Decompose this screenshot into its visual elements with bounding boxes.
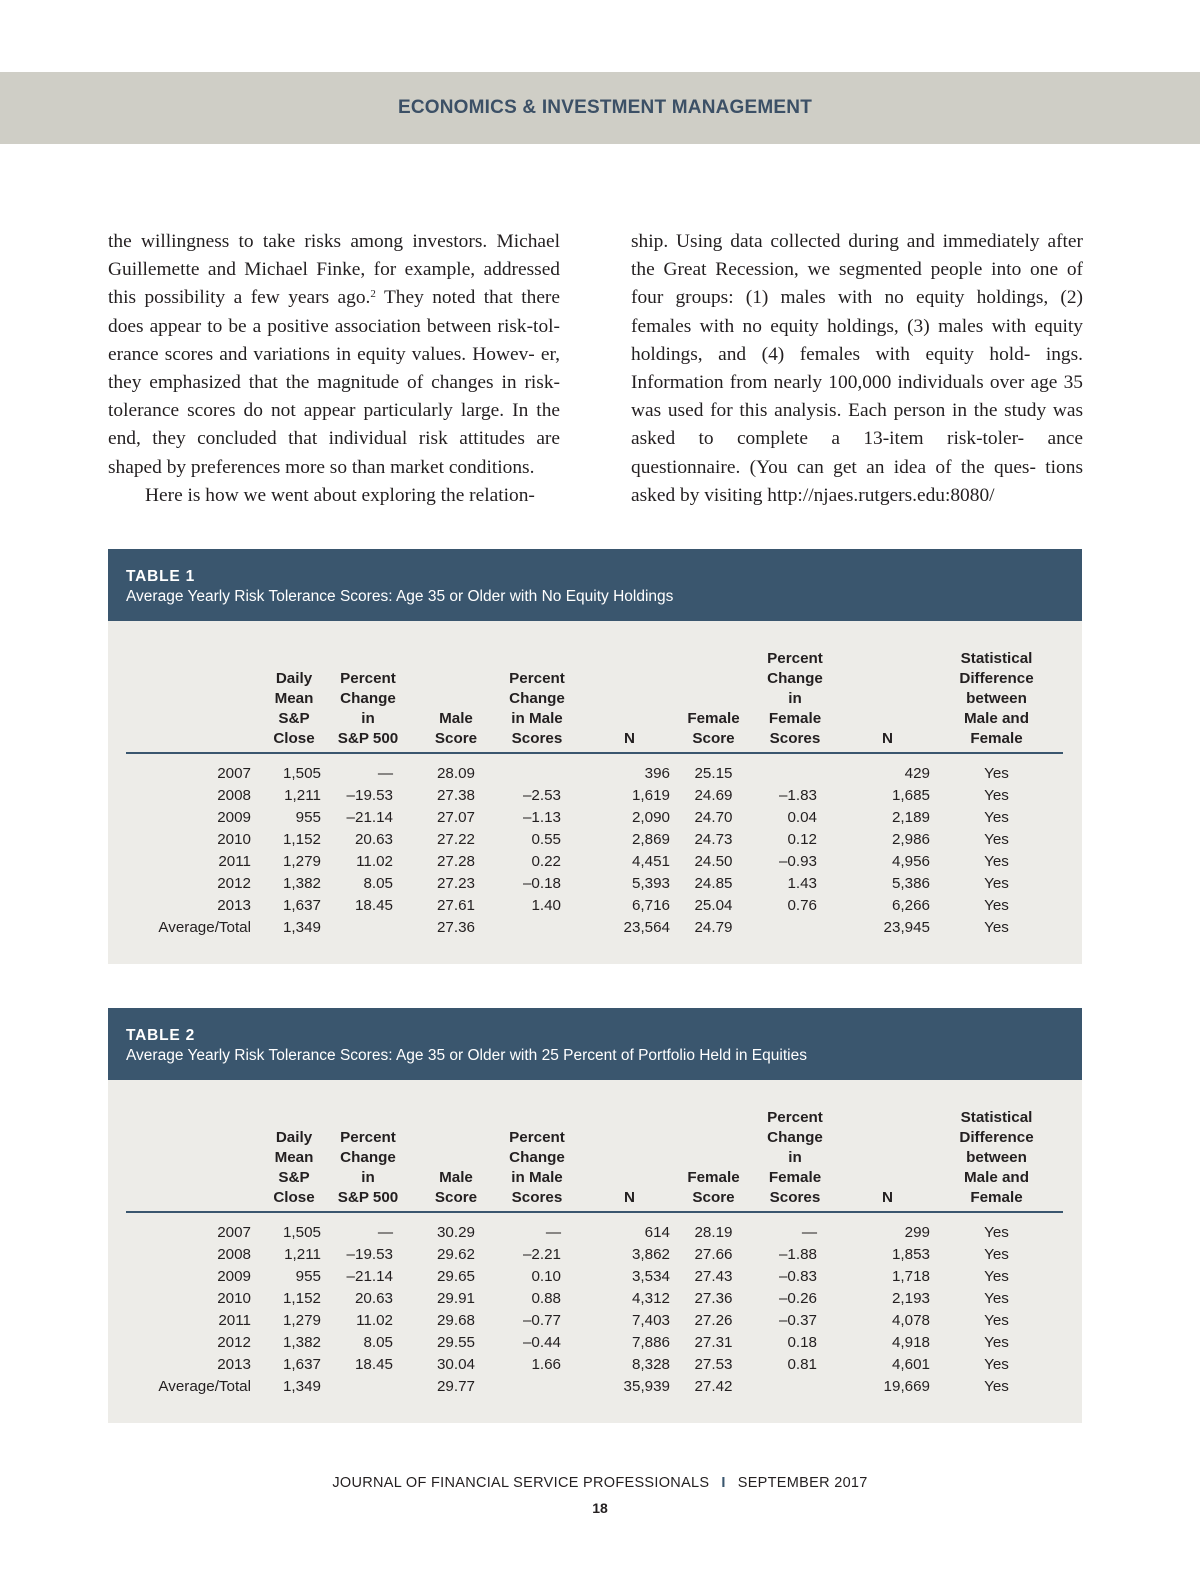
section-header-banner (0, 72, 1200, 144)
cell-stat-diff: Yes (984, 1246, 1009, 1263)
cell-stat-diff: Yes (984, 875, 1009, 892)
column-header-sp-change: Percent Change in S&P 500 (325, 1108, 417, 1212)
cell-female-change (755, 753, 845, 785)
cell-female-n: 4,918 (891, 1334, 930, 1351)
left-text-column (108, 228, 560, 510)
cell-male-n: 3,534 (631, 1268, 670, 1285)
cell-female-score: 24.70 (694, 809, 733, 826)
column-header-female-n: N (845, 649, 930, 753)
cell-male-score: 29.55 (436, 1334, 475, 1351)
table-2-data (126, 1108, 1063, 1398)
column-header-stat-diff: Statistical Difference between Male and Female (930, 649, 1063, 753)
table-row (126, 1244, 1063, 1266)
cell-year: 2011 (218, 853, 251, 870)
cell-female-n: 2,986 (891, 831, 930, 848)
cell-male-n: 7,886 (631, 1334, 670, 1351)
cell-female-score: 24.85 (694, 875, 733, 892)
table-row (126, 1288, 1063, 1310)
cell-male-change: –1.13 (522, 809, 561, 826)
cell-stat-diff: Yes (984, 1224, 1009, 1241)
column-header-female-change: Percent Change in Female Scores (755, 1108, 845, 1212)
table-row (126, 1376, 1063, 1398)
cell-year: 2012 (217, 1334, 251, 1351)
cell-year: 2007 (217, 765, 251, 782)
cell-sp-close: 1,279 (282, 1312, 321, 1329)
cell-female-n: 4,956 (891, 853, 930, 870)
cell-male-change (495, 917, 587, 939)
table-row (126, 917, 1063, 939)
footnote-reference[interactable]: 2 (370, 288, 376, 301)
cell-sp-close: 955 (295, 1268, 321, 1285)
cell-male-change: –0.18 (522, 875, 561, 892)
cell-male-score: 27.38 (436, 787, 475, 804)
cell-sp-close: 955 (295, 809, 321, 826)
cell-male-change: 0.88 (531, 1290, 561, 1307)
table-row (126, 1310, 1063, 1332)
cell-female-change: 1.43 (787, 875, 817, 892)
cell-year: Average/Total (158, 1378, 251, 1395)
cell-female-change: — (801, 1224, 817, 1241)
cell-male-change: 0.22 (531, 853, 561, 870)
right-paragraph-1: ship. Using data collected during and immediately after the Great Recession, we segmented people into one of four groups: (1) males with no equity holdings, (2) females with no equity holdings, (3) males with equity holdings, and (4) females with equity hold- ings. Information from nearly 100,000 individuals over age 35 was used for this analysis. Each person in the study was asked to complete a 13-item risk-toler- ance questionnaire. (You can get an idea of the ques- tions asked by visiting http://njaes.rutgers.edu:8080/ (631, 231, 1083, 506)
cell-male-change: –2.53 (522, 787, 561, 804)
cell-year: 2008 (217, 787, 251, 804)
cell-sp-change: — (377, 1224, 393, 1241)
cell-stat-diff: Yes (984, 853, 1009, 870)
cell-year: 2010 (217, 831, 251, 848)
cell-sp-close: 1,349 (282, 919, 321, 936)
cell-female-n: 299 (904, 1224, 930, 1241)
cell-female-change: 0.81 (787, 1356, 817, 1373)
column-header-male-n: N (587, 1108, 672, 1212)
table-header-row (126, 1108, 1063, 1212)
cell-stat-diff: Yes (984, 809, 1009, 826)
cell-female-n: 1,718 (891, 1268, 930, 1285)
cell-sp-close: 1,505 (282, 765, 321, 782)
column-header-male-change: Percent Change in Male Scores (495, 1108, 587, 1212)
cell-male-change: 0.10 (531, 1268, 561, 1285)
cell-female-n: 4,601 (891, 1356, 930, 1373)
cell-year: 2010 (217, 1290, 251, 1307)
cell-male-n: 2,090 (631, 809, 670, 826)
cell-male-change: –0.44 (522, 1334, 561, 1351)
cell-sp-change: 18.45 (354, 1356, 393, 1373)
cell-male-change: 1.40 (531, 897, 561, 914)
column-header-year (126, 1108, 263, 1212)
cell-female-score: 28.19 (694, 1224, 733, 1241)
cell-male-n: 2,869 (631, 831, 670, 848)
cell-year: 2013 (217, 1356, 251, 1373)
cell-female-score: 27.66 (694, 1246, 733, 1263)
cell-male-score: 29.65 (436, 1268, 475, 1285)
table-row (126, 873, 1063, 895)
table-2-block (108, 1008, 1082, 1423)
cell-stat-diff: Yes (984, 765, 1009, 782)
cell-sp-close: 1,211 (284, 1246, 321, 1263)
cell-female-change (755, 1376, 845, 1398)
cell-female-change: –0.93 (778, 853, 817, 870)
table-header-row (126, 649, 1063, 753)
cell-female-n: 1,853 (891, 1246, 930, 1263)
cell-male-change: –0.77 (522, 1312, 561, 1329)
column-header-female-score: Female Score (672, 649, 755, 753)
page-footer (0, 1475, 1200, 1491)
column-header-female-change: Percent Change in Female Scores (755, 649, 845, 753)
cell-sp-change (325, 1376, 417, 1398)
cell-female-n: 5,386 (891, 875, 930, 892)
cell-year: Average/Total (158, 919, 251, 936)
table-row (126, 1354, 1063, 1376)
cell-female-score: 27.43 (694, 1268, 733, 1285)
cell-female-score: 24.69 (694, 787, 733, 804)
table-row (126, 829, 1063, 851)
cell-female-score: 27.26 (694, 1312, 733, 1329)
left-paragraph-1-text-b: They noted that there does appear to be a positive association between risk-tol- erance scores and variations in equity values. Howev- er, they emphasized that the magnitude of changes in risk-tolerance scores do not appear particularly large. In the end, they concluded that individual risk attitudes are shaped by preferences more so than market conditions. (108, 287, 560, 478)
cell-female-score: 25.15 (694, 765, 733, 782)
table-2-number: TABLE 2 (126, 1027, 196, 1044)
column-header-male-score: Male Score (417, 649, 495, 753)
cell-male-score: 30.04 (436, 1356, 475, 1373)
cell-male-change (495, 1376, 587, 1398)
cell-sp-change: 11.02 (356, 853, 393, 870)
cell-female-change: 0.04 (787, 809, 817, 826)
cell-stat-diff: Yes (984, 1268, 1009, 1285)
cell-sp-close: 1,211 (284, 787, 321, 804)
cell-male-score: 27.22 (436, 831, 475, 848)
table-1-title: Average Yearly Risk Tolerance Scores: Age 35 or Older with No Equity Holdings (126, 588, 674, 605)
cell-sp-change: 18.45 (354, 897, 393, 914)
table-row (126, 1332, 1063, 1354)
cell-female-n: 6,266 (891, 897, 930, 914)
right-text-column (631, 228, 1083, 510)
cell-female-change: –0.37 (778, 1312, 817, 1329)
column-header-male-score: Male Score (417, 1108, 495, 1212)
cell-year: 2009 (217, 1268, 251, 1285)
cell-male-n: 6,716 (631, 897, 670, 914)
table-2-title: Average Yearly Risk Tolerance Scores: Age 35 or Older with 25 Percent of Portfolio Held in Equities (126, 1047, 807, 1064)
cell-male-n: 614 (644, 1224, 670, 1241)
cell-sp-change: 11.02 (356, 1312, 393, 1329)
cell-female-score: 27.42 (694, 1378, 733, 1395)
cell-female-change: 0.76 (787, 897, 817, 914)
cell-stat-diff: Yes (984, 1290, 1009, 1307)
cell-male-change (495, 753, 587, 785)
section-header: ECONOMICS & INVESTMENT MANAGEMENT (397, 97, 813, 118)
cell-male-change: 0.55 (531, 831, 561, 848)
footer-separator: I (721, 1475, 726, 1491)
cell-stat-diff: Yes (984, 787, 1009, 804)
cell-sp-change: –21.14 (346, 809, 393, 826)
cell-female-change (755, 917, 845, 939)
cell-year: 2007 (217, 1224, 251, 1241)
cell-stat-diff: Yes (984, 897, 1009, 914)
column-header-stat-diff: Statistical Difference between Male and Female (930, 1108, 1063, 1212)
cell-sp-change: 8.05 (363, 1334, 393, 1351)
cell-female-score: 27.31 (694, 1334, 733, 1351)
cell-male-n: 3,862 (631, 1246, 670, 1263)
cell-male-score: 27.23 (436, 875, 475, 892)
cell-stat-diff: Yes (984, 1378, 1009, 1395)
cell-stat-diff: Yes (984, 1334, 1009, 1351)
cell-male-score: 29.91 (436, 1290, 475, 1307)
cell-sp-close: 1,152 (282, 1290, 321, 1307)
cell-female-score: 27.36 (694, 1290, 733, 1307)
column-header-sp-close: Daily Mean S&P Close (263, 649, 325, 753)
column-header-year (126, 649, 263, 753)
cell-male-n: 4,451 (631, 853, 670, 870)
cell-male-score: 30.29 (436, 1224, 475, 1241)
cell-female-score: 24.79 (694, 919, 733, 936)
cell-sp-change: –19.53 (346, 787, 393, 804)
cell-female-n: 1,685 (891, 787, 930, 804)
cell-male-score: 29.77 (436, 1378, 475, 1395)
table-1-header-bar (108, 549, 1082, 621)
table-row (126, 807, 1063, 829)
cell-male-n: 7,403 (631, 1312, 670, 1329)
column-header-female-score: Female Score (672, 1108, 755, 1212)
table-row (126, 785, 1063, 807)
cell-male-score: 27.61 (436, 897, 475, 914)
cell-sp-change: 8.05 (363, 875, 393, 892)
cell-stat-diff: Yes (984, 1356, 1009, 1373)
table-row (126, 851, 1063, 873)
cell-year: 2009 (217, 809, 251, 826)
cell-male-change: — (545, 1224, 561, 1241)
table-row (126, 895, 1063, 917)
cell-female-n: 23,945 (883, 919, 930, 936)
cell-sp-change: — (377, 765, 393, 782)
cell-female-change: –0.26 (778, 1290, 817, 1307)
column-header-male-change: Percent Change in Male Scores (495, 649, 587, 753)
cell-stat-diff: Yes (984, 831, 1009, 848)
cell-female-change: 0.12 (787, 831, 817, 848)
cell-male-n: 5,393 (631, 875, 670, 892)
cell-female-score: 25.04 (694, 897, 733, 914)
left-paragraph-1 (108, 228, 560, 482)
page-number: 18 (592, 1500, 608, 1516)
table-row (126, 1266, 1063, 1288)
cell-female-score: 24.50 (694, 853, 733, 870)
cell-sp-change: –19.53 (346, 1246, 393, 1263)
cell-sp-change: –21.14 (346, 1268, 393, 1285)
cell-female-change: –0.83 (778, 1268, 817, 1285)
cell-male-change: –2.21 (522, 1246, 561, 1263)
cell-male-score: 27.36 (436, 919, 475, 936)
table-row (126, 1212, 1063, 1244)
cell-female-change: –1.83 (778, 787, 817, 804)
cell-male-score: 29.68 (436, 1312, 475, 1329)
cell-sp-close: 1,382 (282, 875, 321, 892)
cell-year: 2011 (218, 1312, 251, 1329)
cell-male-n: 4,312 (631, 1290, 670, 1307)
table-1-data (126, 649, 1063, 939)
left-paragraph-1-text-a: the willingness to take risks among investors. Michael Guillemette and Michael Finke, for example, addressed this possibility a few years ago. (108, 231, 560, 309)
column-header-sp-close: Daily Mean S&P Close (263, 1108, 325, 1212)
column-header-sp-change: Percent Change in S&P 500 (325, 649, 417, 753)
cell-female-n: 429 (904, 765, 930, 782)
cell-male-score: 27.07 (436, 809, 475, 826)
cell-male-score: 27.28 (436, 853, 475, 870)
cell-stat-diff: Yes (984, 919, 1009, 936)
cell-male-n: 23,564 (623, 919, 670, 936)
table-2-header-bar (108, 1008, 1082, 1080)
journal-name: JOURNAL OF FINANCIAL SERVICE PROFESSIONALS (332, 1475, 710, 1491)
cell-female-n: 2,193 (891, 1290, 930, 1307)
cell-female-change: 0.18 (787, 1334, 817, 1351)
cell-sp-close: 1,152 (282, 831, 321, 848)
cell-sp-close: 1,637 (282, 897, 321, 914)
cell-sp-close: 1,382 (282, 1334, 321, 1351)
cell-female-n: 2,189 (891, 809, 930, 826)
cell-sp-change: 20.63 (354, 1290, 393, 1307)
cell-sp-change (325, 917, 417, 939)
cell-female-n: 4,078 (891, 1312, 930, 1329)
cell-male-score: 29.62 (436, 1246, 475, 1263)
column-header-male-n: N (587, 649, 672, 753)
cell-year: 2012 (217, 875, 251, 892)
cell-male-n: 35,939 (623, 1378, 670, 1395)
cell-male-change: 1.66 (531, 1356, 561, 1373)
table-1-block (108, 549, 1082, 964)
cell-stat-diff: Yes (984, 1312, 1009, 1329)
cell-sp-close: 1,349 (282, 1378, 321, 1395)
cell-female-score: 24.73 (694, 831, 733, 848)
issue-date: SEPTEMBER 2017 (737, 1475, 868, 1491)
cell-sp-close: 1,279 (282, 853, 321, 870)
cell-year: 2013 (217, 897, 251, 914)
cell-sp-close: 1,637 (282, 1356, 321, 1373)
cell-female-score: 27.53 (694, 1356, 733, 1373)
cell-year: 2008 (217, 1246, 251, 1263)
cell-sp-close: 1,505 (282, 1224, 321, 1241)
cell-male-n: 8,328 (631, 1356, 670, 1373)
cell-sp-change: 20.63 (354, 831, 393, 848)
cell-male-score: 28.09 (436, 765, 475, 782)
cell-male-n: 396 (644, 765, 670, 782)
column-header-female-n: N (845, 1108, 930, 1212)
cell-female-n: 19,669 (883, 1378, 930, 1395)
table-row (126, 753, 1063, 785)
cell-male-n: 1,619 (631, 787, 670, 804)
table-1-number: TABLE 1 (126, 568, 196, 585)
cell-female-change: –1.88 (778, 1246, 817, 1263)
left-paragraph-2: Here is how we went about exploring the relation- (145, 484, 535, 506)
